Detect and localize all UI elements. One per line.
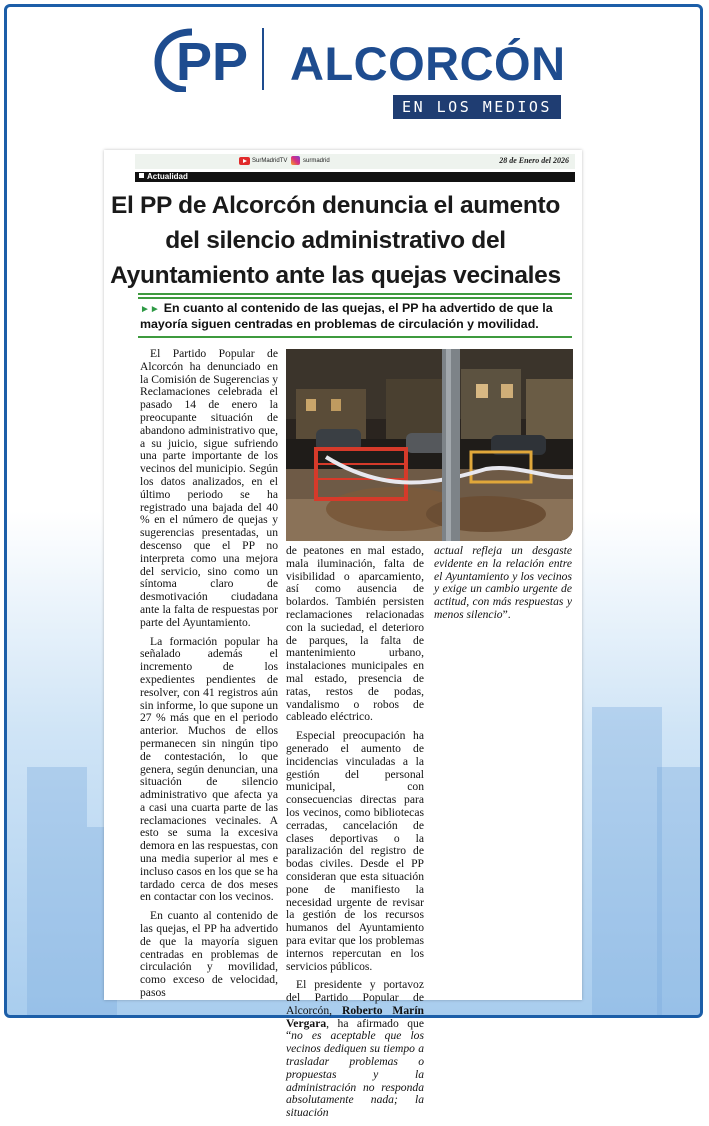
double-arrow-icon: ►► <box>140 304 160 315</box>
divider-line <box>138 293 572 295</box>
background-building <box>657 767 702 1017</box>
headline-line-2: del silencio administrativo del <box>165 227 506 254</box>
paragraph: de peatones en mal estado, mala iluminación, falta de visibilidad o aparcamiento, así como ausencia de bolardos. También persisten reclamaciones relacionadas con la suciedad, el deterioro de parques, la falta de mantenimiento urbano, instalaciones municipales en mal estado, presencia de ratas, restos de podas, vandalismo o robos de cableado eléctrico. <box>286 544 424 724</box>
subheadline <box>140 301 560 332</box>
spokesperson-name: Roberto Marín Vergara <box>286 1003 424 1030</box>
divider-line <box>138 336 572 338</box>
article-column-3 <box>434 545 572 628</box>
background-building <box>592 707 662 1017</box>
paragraph-text: , ha afirmado que “ <box>286 1016 424 1043</box>
quote-text: no es aceptable que los vecinos dediquen su tiempo a trasladar problemas o propuestas y la administración no responda absolutamente nada; la situación <box>286 1029 424 1120</box>
logo-separator <box>262 28 264 90</box>
headline <box>108 188 608 293</box>
publication-date: 28 de Enero del 2026 <box>499 156 569 165</box>
paragraph: El Partido Popular de Alcorcón ha denunciado en la Comisión de Sugerencias y Reclamaciones celebrada el pasado 14 de enero la preocupante situación de abandono administrativo que, a su juicio, sigue sufriendo una parte importante de los vecinos del municipio. Según los datos analizados, en el último periodo se ha registrado una bajada del 40 % en el número de quejas y sugerencias presentadas, un descenso que el PP no interpreta como una mejora del servicio, sino como un síntoma claro de desmotivación ciudadana ante la falta de respuestas por parte del Ayuntamiento. <box>140 347 278 629</box>
subheadline-text: En cuanto al contenido de las quejas, el PP ha advertido de que la mayoría siguen centradas en problemas de circulación y movilidad. <box>140 301 553 331</box>
paragraph <box>286 979 424 1120</box>
youtube-icon <box>239 157 250 165</box>
article-column-2 <box>286 545 424 1126</box>
street-photo-illustration <box>286 349 573 541</box>
masthead <box>135 154 575 169</box>
square-bullet-icon <box>139 173 144 178</box>
instagram-label: surmadrid <box>303 158 330 164</box>
section-bar <box>135 172 575 182</box>
youtube-label: SurMadridTV <box>252 158 288 164</box>
brand-title: ALCORCÓN <box>290 37 566 90</box>
instagram-icon <box>291 156 300 165</box>
section-label: Actualidad <box>147 172 188 181</box>
background-building <box>27 767 87 1017</box>
paragraph: Especial preocupación ha generado el aumento de incidencias vinculadas a la gestión del personal municipal, con consecuencias directas para los vecinos, como bibliotecas cerradas, cancelación de clases deportivas o la paralización del registro de bodas civiles. Desde el PP consideran que esta situación pone de manifiesto la necesidad urgente de revisar la gestión de los recursos humanos del Ayuntamiento para evitar que los problemas internos repercutan en los servicios públicos. <box>286 729 424 973</box>
pp-logo <box>152 24 252 92</box>
article-column-1 <box>140 348 278 1006</box>
headline-line-3: Ayuntamiento ante las quejas vecinales <box>110 262 561 289</box>
divider-line <box>138 297 572 299</box>
quote-end: ”. <box>502 607 511 621</box>
paragraph <box>434 545 572 622</box>
media-subtitle: EN LOS MEDIOS <box>393 95 561 119</box>
paragraph: La formación popular ha señalado además el incremento de los expedientes pendientes de resolver, con 41 registros aún sin informe, lo que supone un 27 % más que en el periodo anterior. Muchos de ellos permanecen sin ningún tipo de contestación, lo que genera, según denuncian, una situación de silencio administrativo que afecta ya a casi una cuarta parte de las reclamaciones vecinales. A esto se suma la excesiva demora en las respuestas, con una media superior al mes e incluso casos en los que se ha tardado cerca de dos meses en contactar con los vecinos. <box>140 634 278 904</box>
article-photo <box>286 349 573 541</box>
quote-text: actual refleja un desgaste evidente en la relación entre el Ayuntamiento y los vecinos y exige un cambio urgente de actitud, con más respuestas y menos silencio <box>434 544 572 621</box>
headline-line-1: El PP de Alcorcón denuncia el aumento <box>110 192 561 219</box>
paragraph-text: El presidente y portavoz del Partido Popular de Alcorcón, <box>286 978 424 1017</box>
paragraph: En cuanto al contenido de las quejas, el PP ha advertido de que la mayoría siguen centradas en problemas de circulación y movilidad, como exceso de velocidad, pasos <box>140 909 278 1000</box>
logo-text: PP <box>176 32 249 92</box>
